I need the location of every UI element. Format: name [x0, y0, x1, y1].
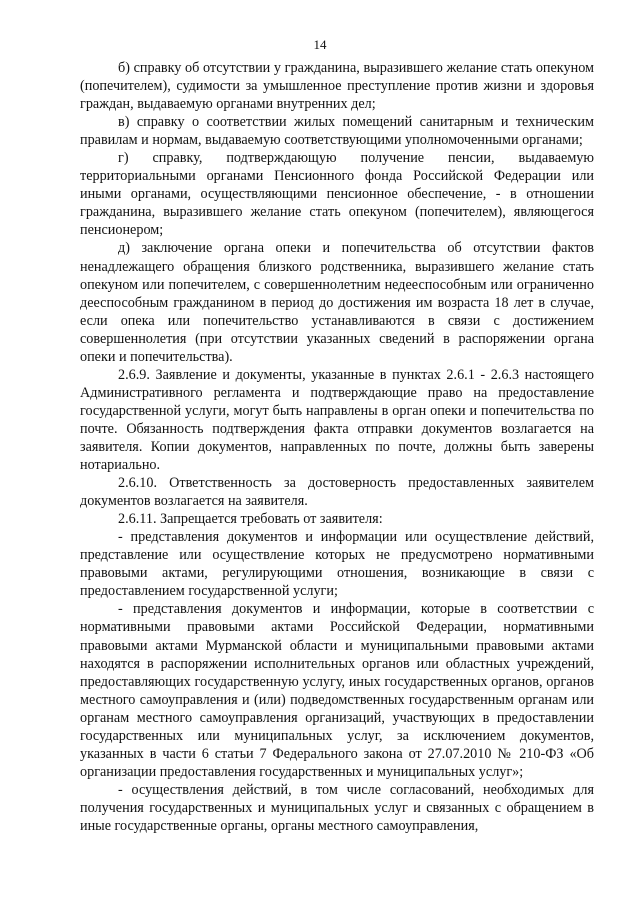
document-body: [80, 59, 594, 835]
paragraph-item-b: б) справку об отсутствии у гражданина, выразившего желание стать опекуном (попечителем), судимости за умышленное преступление против жизни и здоровья граждан, выдаваемую органами внутренних дел;: [80, 60, 594, 113]
paragraph-dash-1: - представления документов и информации или осуществление действий, представление или осуществление которых не предусмотрено нормативными правовыми актами, регулирующими отношения, возникающие в связи с предоставлением государственной услуги;: [80, 529, 594, 600]
paragraph-2-6-10: 2.6.10. Ответственность за достоверность предоставленных заявителем документов возлагается на заявителя.: [80, 475, 594, 510]
page-number: 14: [313, 37, 327, 52]
paragraph-item-g: г) справку, подтверждающую получение пенсии, выдаваемую территориальными органами Пенсионного фонда Российской Федерации или иными органами, осуществляющими пенсионное обеспечение, - в отношении гражданина, выразившего желание стать опекуном (попечителем), являющегося пенсионером;: [80, 150, 594, 239]
paragraph-item-v: в) справку о соответствии жилых помещений санитарным и техническим правилам и нормам, выдаваемую соответствующими уполномоченными органами;: [80, 114, 594, 149]
paragraph-2-6-11: 2.6.11. Запрещается требовать от заявителя:: [118, 511, 383, 528]
paragraph-2-6-9: 2.6.9. Заявление и документы, указанные в пунктах 2.6.1 - 2.6.3 настоящего Административного регламента и подтверждающие право на предоставление государственной услуги, могут быть направлены в орган опеки и попечительства по почте. Обязанность подтверждения факта отправки документов возлагается на заявителя. Копии документов, направленных по почте, должны быть заверены нотариально.: [80, 366, 594, 474]
paragraph-dash-2: - представления документов и информации, которые в соответствии с нормативными правовыми актами Российской Федерации, нормативными правовыми актами Мурманской области и муниципальными правовыми актами находятся в распоряжении исполнительных органов или областных учреждений, предоставляющих государственную услугу, иных государственных органов, органов местного самоуправления и (или) подведомственных государственным органам или органам местного самоуправления организаций, участвующих в предоставлении государственных или муниципальных услуг, за исключением документов, указанных в части 6 статьи 7 Федерального закона от 27.07.2010 № 210-ФЗ «Об организации предоставления государственных и муниципальных услуг»;: [80, 601, 594, 780]
paragraph-item-d: д) заключение органа опеки и попечительства об отсутствии фактов ненадлежащего обращения близкого родственника, выразившего желание стать опекуном или попечителем, с совершеннолетним недееспособным или ограниченно дееспособным гражданином в период до достижения им возраста 18 лет в случае, если опека или попечительство устанавливаются в связи с достижением совершеннолетия (при отсутствии указанных сведений в распоряжении органа опеки и попечительства).: [80, 240, 594, 365]
paragraph-dash-3: - осуществления действий, в том числе согласований, необходимых для получения государственных и муниципальных услуг и связанных с обращением в иные государственные органы, органы местного самоуправления,: [80, 781, 594, 834]
